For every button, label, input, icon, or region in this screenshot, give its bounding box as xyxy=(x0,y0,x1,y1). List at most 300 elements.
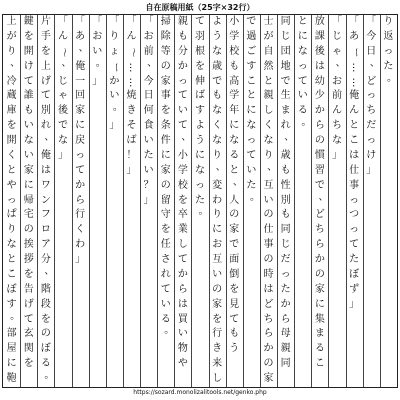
manuscript-char: 互 xyxy=(263,179,274,191)
manuscript-char: い xyxy=(143,164,154,176)
manuscript-char: ど xyxy=(263,298,274,310)
manuscript-char: 。 xyxy=(112,102,123,114)
manuscript-char: 分 xyxy=(177,45,188,57)
manuscript-char: な xyxy=(297,45,308,57)
manuscript-char: い xyxy=(143,135,154,147)
manuscript-char: 別 xyxy=(40,105,51,117)
manuscript-char: っ xyxy=(75,149,86,161)
manuscript-char: ん xyxy=(126,30,137,42)
manuscript-char: 鍵 xyxy=(23,16,34,27)
manuscript-char: い xyxy=(263,194,274,206)
manuscript-char: 習 xyxy=(314,164,325,176)
manuscript-char: 家 xyxy=(160,75,171,87)
manuscript-char: 」 xyxy=(366,164,377,176)
manuscript-char: お xyxy=(212,239,223,251)
manuscript-char: 」 xyxy=(75,254,86,266)
manuscript-char: 親 xyxy=(177,16,188,27)
manuscript-char: 今 xyxy=(143,75,154,87)
manuscript-char: 俺 xyxy=(40,149,51,161)
manuscript-char: き xyxy=(212,343,223,355)
manuscript-char: て xyxy=(23,75,34,87)
manuscript-char: は xyxy=(40,164,51,176)
manuscript-char: 同 xyxy=(280,358,291,370)
manuscript-char: る xyxy=(40,358,51,370)
manuscript-char: 、 xyxy=(78,42,89,54)
manuscript-char: の xyxy=(212,283,223,295)
manuscript-char: 、 xyxy=(284,132,295,144)
manuscript-char: 前 xyxy=(143,45,154,57)
manuscript-char: 「 xyxy=(332,16,343,27)
manuscript-char: 、 xyxy=(232,176,243,188)
manuscript-char: 小 xyxy=(177,149,188,161)
manuscript-char: あ xyxy=(349,30,360,42)
manuscript-char: 歳 xyxy=(280,149,291,161)
manuscript-char: 事 xyxy=(349,179,360,191)
manuscript-char: ょ xyxy=(109,45,120,57)
manuscript-char: た xyxy=(280,283,291,295)
manuscript-char: ～ xyxy=(126,47,138,58)
manuscript-char: 性 xyxy=(280,179,291,191)
manuscript-char: は xyxy=(314,60,325,72)
manuscript-char: 帰 xyxy=(23,194,34,206)
manuscript-char: い xyxy=(160,298,171,310)
manuscript-char: 、 xyxy=(318,191,329,203)
manuscript-char: だ xyxy=(366,120,377,132)
manuscript-char: お xyxy=(92,30,103,42)
manuscript-char: ば xyxy=(194,90,205,102)
manuscript-char: に xyxy=(194,149,205,161)
manuscript-char: じ xyxy=(332,30,343,42)
manuscript-char: 、 xyxy=(147,57,158,69)
manuscript-char: 挨 xyxy=(23,239,34,251)
manuscript-char: 母 xyxy=(280,328,291,340)
manuscript-char: 。 xyxy=(301,117,312,129)
manuscript-char: な xyxy=(229,135,240,147)
manuscript-char: ん xyxy=(349,105,360,117)
manuscript-char: は xyxy=(177,298,188,310)
manuscript-char: も xyxy=(229,328,240,340)
manuscript-char: 。 xyxy=(249,191,260,203)
manuscript-char: て xyxy=(229,313,240,325)
manuscript-char: の xyxy=(40,328,51,340)
manuscript-char: 開 xyxy=(6,135,17,147)
manuscript-char: 互 xyxy=(212,254,223,266)
manuscript-char: ち xyxy=(332,120,343,132)
manuscript-char: 事 xyxy=(160,90,171,102)
manuscript-char: 歳 xyxy=(212,60,223,72)
manuscript-char: も xyxy=(280,209,291,221)
manuscript-char: に xyxy=(246,105,257,117)
manuscript-char: 小 xyxy=(229,16,240,27)
manuscript-char: 「 xyxy=(349,16,360,27)
footer-url: https://sozard.monolizalitools.net/genko.php xyxy=(133,389,267,396)
manuscript-char: ー xyxy=(109,62,121,73)
manuscript-char: の xyxy=(160,179,171,191)
manuscript-char: り xyxy=(263,149,274,161)
manuscript-char: 自 xyxy=(263,45,274,57)
manuscript-char: を xyxy=(40,45,51,57)
manuscript-char: 少 xyxy=(314,90,325,102)
manuscript-char: 何 xyxy=(143,105,154,117)
manuscript-char: か xyxy=(177,268,188,280)
manuscript-char: で xyxy=(246,16,257,27)
manuscript-char: な xyxy=(57,135,68,147)
manuscript-char: 留 xyxy=(160,194,171,206)
manuscript-char: と xyxy=(6,254,17,266)
manuscript-char: 、 xyxy=(181,132,192,144)
manuscript-char: る xyxy=(160,313,171,325)
manuscript-char: 。 xyxy=(386,72,397,84)
manuscript-char: く xyxy=(212,120,223,132)
manuscript-char: く xyxy=(6,149,17,161)
manuscript-char: て xyxy=(75,164,86,176)
manuscript-char: ぼ xyxy=(40,343,51,355)
manuscript-char: 」 xyxy=(126,164,137,176)
manuscript-char: ン xyxy=(40,194,51,206)
manuscript-char: 開 xyxy=(23,45,34,57)
manuscript-char: 玄 xyxy=(23,328,34,340)
manuscript-char: 。 xyxy=(44,370,55,382)
manuscript-char: か xyxy=(177,60,188,72)
manuscript-char: 戻 xyxy=(75,135,86,147)
manuscript-char: と xyxy=(229,164,240,176)
manuscript-char: こ xyxy=(6,268,17,280)
manuscript-char: と xyxy=(246,90,257,102)
manuscript-char: を xyxy=(23,358,34,370)
manuscript-sheet xyxy=(2,14,398,388)
manuscript-char: っ xyxy=(194,179,205,191)
page-title: 自在原稿用紙（25字×32行） xyxy=(145,3,255,12)
manuscript-char: て xyxy=(194,16,205,27)
manuscript-char: す xyxy=(246,60,257,72)
manuscript-char: に xyxy=(229,120,240,132)
manuscript-char: 課 xyxy=(314,30,325,42)
manuscript-char: っ xyxy=(383,45,394,57)
manuscript-char: か xyxy=(280,298,291,310)
manuscript-char: で xyxy=(314,179,325,191)
manuscript-char: 仕 xyxy=(349,164,360,176)
manuscript-char: だ xyxy=(280,254,291,266)
manuscript-char: が xyxy=(263,30,274,42)
manuscript-char: 食 xyxy=(143,120,154,132)
manuscript-char: ワ xyxy=(40,179,51,191)
manuscript-char: ま xyxy=(280,105,291,117)
manuscript-char: な xyxy=(6,239,17,251)
manuscript-char: 誰 xyxy=(23,90,34,102)
manuscript-char: 前 xyxy=(332,90,343,102)
manuscript-char: の xyxy=(263,209,274,221)
manuscript-char: 見 xyxy=(229,298,240,310)
manuscript-char: 件 xyxy=(160,135,171,147)
manuscript-char: 掃 xyxy=(160,16,171,27)
manuscript-char: さ xyxy=(160,254,171,266)
manuscript-char: か xyxy=(314,254,325,266)
manuscript-char: を xyxy=(6,120,17,132)
manuscript-char: う xyxy=(212,30,223,42)
manuscript-char: や xyxy=(6,179,17,191)
manuscript-char: も xyxy=(177,30,188,42)
manuscript-char: 別 xyxy=(280,194,291,206)
manuscript-char: て xyxy=(177,90,188,102)
manuscript-char: の xyxy=(160,60,171,72)
manuscript-char: く xyxy=(263,120,274,132)
manuscript-char: 放 xyxy=(314,16,325,27)
manuscript-char: 焼 xyxy=(126,90,137,102)
manuscript-char: げ xyxy=(23,298,34,310)
manuscript-char: ま xyxy=(314,328,325,340)
manuscript-char: 過 xyxy=(246,30,257,42)
manuscript-char: て xyxy=(297,75,308,87)
manuscript-char: ず xyxy=(349,283,360,295)
manuscript-char: こ xyxy=(349,135,360,147)
manuscript-char: 冷 xyxy=(6,75,17,87)
manuscript-char: 変 xyxy=(212,179,223,191)
manuscript-char: を xyxy=(160,105,171,117)
manuscript-char: の xyxy=(229,209,240,221)
manuscript-char: か xyxy=(109,75,120,87)
manuscript-char: 羽 xyxy=(194,30,205,42)
manuscript-char: と xyxy=(297,16,308,27)
manuscript-char: る xyxy=(229,149,240,161)
manuscript-char: っ xyxy=(297,60,308,72)
manuscript-char: る xyxy=(314,343,325,355)
manuscript-char: い xyxy=(297,90,308,102)
manuscript-char: 条 xyxy=(160,120,171,132)
manuscript-char: ち xyxy=(366,105,377,117)
manuscript-char: れ xyxy=(280,120,291,132)
manuscript-char: 鞄 xyxy=(6,373,17,385)
manuscript-char: 家 xyxy=(75,105,86,117)
manuscript-char: を xyxy=(160,224,171,236)
manuscript-char: 行 xyxy=(75,209,86,221)
manuscript-char: 学 xyxy=(229,30,240,42)
manuscript-char: に xyxy=(314,298,325,310)
manuscript-char: 、 xyxy=(61,57,72,69)
manuscript-char: つ xyxy=(349,209,360,221)
manuscript-char: 、 xyxy=(369,57,380,69)
manuscript-char: 俺 xyxy=(75,60,86,72)
manuscript-char: る xyxy=(297,105,308,117)
manuscript-char: 校 xyxy=(177,179,188,191)
manuscript-char: 、 xyxy=(215,161,226,173)
manuscript-char: を xyxy=(229,283,240,295)
manuscript-char: 同 xyxy=(280,224,291,236)
manuscript-char: 俺 xyxy=(349,90,360,102)
manuscript-char: り xyxy=(383,16,394,27)
manuscript-char: な xyxy=(23,135,34,147)
manuscript-char: こ xyxy=(314,358,325,370)
manuscript-char: う xyxy=(194,135,205,147)
manuscript-char: と xyxy=(263,75,274,87)
manuscript-char: 人 xyxy=(229,194,240,206)
manuscript-char: け xyxy=(366,149,377,161)
manuscript-char: 同 xyxy=(280,16,291,27)
manuscript-char: わ xyxy=(212,194,223,206)
manuscript-char: 地 xyxy=(280,60,291,72)
manuscript-char: 卒 xyxy=(177,209,188,221)
manuscript-char: う xyxy=(229,343,240,355)
manuscript-char: 事 xyxy=(263,239,274,251)
manuscript-char: て xyxy=(177,254,188,266)
manuscript-char: 「 xyxy=(126,16,137,27)
manuscript-char: 片 xyxy=(40,16,51,27)
manuscript-char: い xyxy=(23,120,34,132)
manuscript-char: て xyxy=(40,90,51,102)
manuscript-char: も xyxy=(229,60,240,72)
manuscript-char: も xyxy=(280,164,291,176)
manuscript-char: り xyxy=(6,224,17,236)
manuscript-char: 除 xyxy=(160,30,171,42)
manuscript-char: 回 xyxy=(75,90,86,102)
manuscript-char: ん xyxy=(332,105,343,117)
manuscript-char: 後 xyxy=(57,105,68,117)
manuscript-char: わ xyxy=(75,239,86,251)
manuscript-char: 手 xyxy=(40,30,51,42)
manuscript-char: お xyxy=(143,30,154,42)
manuscript-char: い xyxy=(177,328,188,340)
manuscript-char: 家 xyxy=(23,164,34,176)
manuscript-char: 蔵 xyxy=(6,90,17,102)
manuscript-char: 、 xyxy=(44,265,55,277)
manuscript-char: ～ xyxy=(58,47,70,58)
manuscript-char: で xyxy=(212,75,223,87)
manuscript-char: 買 xyxy=(177,313,188,325)
manuscript-char: 根 xyxy=(194,45,205,57)
manuscript-char: 然 xyxy=(263,60,274,72)
manuscript-char: 後 xyxy=(314,45,325,57)
manuscript-char: を xyxy=(194,60,205,72)
manuscript-char: 。 xyxy=(164,325,175,337)
manuscript-char: ん xyxy=(57,30,68,42)
manuscript-char: よ xyxy=(212,16,223,27)
manuscript-char: を xyxy=(40,313,51,325)
manuscript-char: く xyxy=(75,224,86,236)
manuscript-char: 」 xyxy=(92,75,103,87)
manuscript-char: り xyxy=(109,30,120,42)
manuscript-char: 。 xyxy=(10,310,21,322)
manuscript-char: ど xyxy=(314,209,325,221)
manuscript-char: ご xyxy=(246,45,257,57)
manuscript-char: ら xyxy=(314,239,325,251)
manuscript-char: な xyxy=(212,135,223,147)
manuscript-char: を xyxy=(212,313,223,325)
manuscript-char: 家 xyxy=(229,224,240,236)
manuscript-char: 庫 xyxy=(6,105,17,117)
manuscript-char: 家 xyxy=(314,283,325,295)
manuscript-char: … xyxy=(126,76,138,87)
manuscript-char: し xyxy=(177,239,188,251)
manuscript-char: 慣 xyxy=(314,149,325,161)
manuscript-char: 日 xyxy=(143,90,154,102)
manuscript-char: っ xyxy=(366,90,377,102)
manuscript-char: ど xyxy=(366,75,377,87)
manuscript-char: て xyxy=(177,120,188,132)
manuscript-char: じ xyxy=(280,30,291,42)
manuscript-char: を xyxy=(23,268,34,280)
manuscript-char: に xyxy=(160,149,171,161)
manuscript-char: に xyxy=(75,120,86,132)
manuscript-char: 。 xyxy=(198,206,209,218)
manuscript-char: ら xyxy=(263,328,274,340)
manuscript-char: い xyxy=(92,45,103,57)
manuscript-char: て xyxy=(349,239,360,251)
manuscript-char: 上 xyxy=(6,16,17,27)
manuscript-char: で xyxy=(280,75,291,87)
manuscript-char: っ xyxy=(366,135,377,147)
manuscript-char: が xyxy=(6,30,17,42)
manuscript-char: い xyxy=(23,149,34,161)
manuscript-char: 階 xyxy=(40,283,51,295)
manuscript-char: 「 xyxy=(143,16,154,27)
manuscript-char: ぼ xyxy=(6,283,17,295)
manuscript-char: ち xyxy=(263,313,274,325)
manuscript-char: ゃ xyxy=(332,45,343,57)
manuscript-char: 家 xyxy=(160,164,171,176)
manuscript-char: き xyxy=(126,105,137,117)
manuscript-char: 日 xyxy=(366,45,377,57)
manuscript-char: の xyxy=(314,268,325,280)
manuscript-char: 「 xyxy=(109,16,120,27)
manuscript-char: 「 xyxy=(366,16,377,27)
manuscript-char: … xyxy=(126,62,138,73)
manuscript-char: 生 xyxy=(280,90,291,102)
manuscript-char: に xyxy=(297,30,308,42)
manuscript-char: り xyxy=(212,209,223,221)
manuscript-char: 年 xyxy=(229,105,240,117)
manuscript-char: 等 xyxy=(160,45,171,57)
manuscript-char: 学 xyxy=(177,164,188,176)
manuscript-char: し xyxy=(263,105,274,117)
manuscript-char: よ xyxy=(194,120,205,132)
manuscript-char: し xyxy=(212,373,223,385)
manuscript-char: っ xyxy=(177,75,188,87)
manuscript-char: 高 xyxy=(229,75,240,87)
manuscript-char: 」 xyxy=(332,149,343,161)
manuscript-char: す xyxy=(6,298,17,310)
manuscript-char: か xyxy=(75,179,86,191)
manuscript-char: な xyxy=(246,120,257,132)
manuscript-char: お xyxy=(332,75,343,87)
manuscript-char: 家 xyxy=(263,373,274,385)
manuscript-char: は xyxy=(349,149,360,161)
manuscript-char: 、 xyxy=(10,57,21,69)
manuscript-char: ロ xyxy=(40,224,51,236)
manuscript-char: じ xyxy=(280,239,291,251)
manuscript-char: た xyxy=(383,60,394,72)
manuscript-char: ア xyxy=(40,239,51,251)
manuscript-char: 一 xyxy=(75,75,86,87)
manuscript-char: 親 xyxy=(263,90,274,102)
manuscript-char: 集 xyxy=(314,313,325,325)
manuscript-char: 今 xyxy=(366,30,377,42)
manuscript-char: て xyxy=(246,149,257,161)
manuscript-char: た xyxy=(246,179,257,191)
manuscript-char: ！ xyxy=(126,149,137,161)
manuscript-char: れ xyxy=(40,120,51,132)
manuscript-char: は xyxy=(263,283,274,295)
manuscript-char: な xyxy=(212,45,223,57)
manuscript-char: 面 xyxy=(229,254,240,266)
manuscript-char: に xyxy=(23,179,34,191)
manuscript-char: な xyxy=(263,135,274,147)
manuscript-char: 」 xyxy=(109,120,120,132)
manuscript-char: 業 xyxy=(177,224,188,236)
manuscript-char: 親 xyxy=(280,343,291,355)
manuscript-char: っ xyxy=(280,268,291,280)
manuscript-char: け xyxy=(23,60,34,72)
manuscript-char: 屋 xyxy=(6,343,17,355)
manuscript-char: て xyxy=(160,283,171,295)
